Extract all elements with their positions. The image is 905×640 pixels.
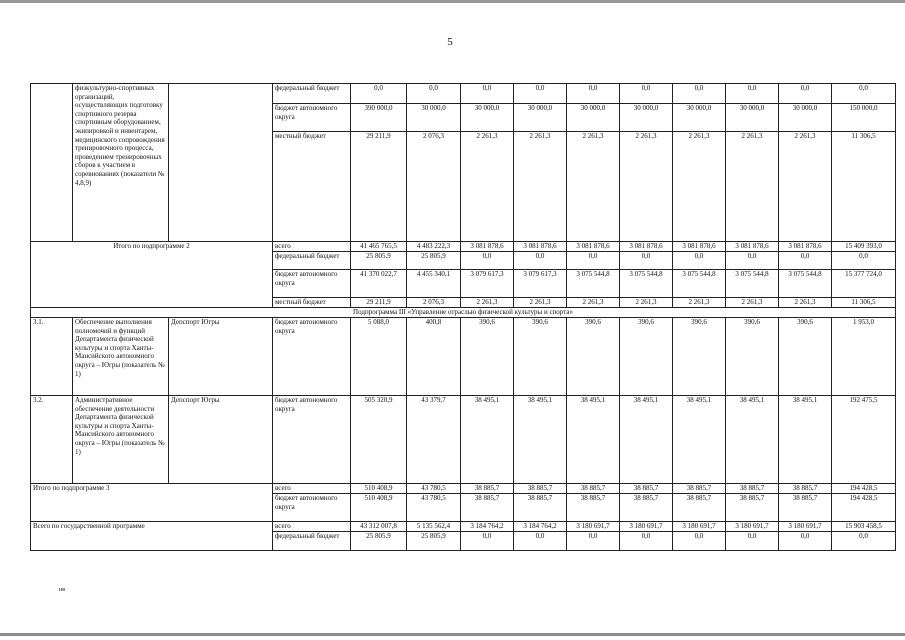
value-cell: 0,0 <box>514 252 567 270</box>
value-cell: 3 079 617,3 <box>461 270 514 298</box>
table-row <box>31 484 896 494</box>
value-cell: 0,0 <box>673 532 726 551</box>
subprogram-total-label: Итого по подпрограмме 2 <box>31 242 273 308</box>
value-cell: 0,0 <box>832 252 896 270</box>
subprogram-total-label: Итого по подпрограмме 3 <box>31 484 273 522</box>
value-cell: 11 306,5 <box>832 298 896 308</box>
value-cell: 38 885,7 <box>726 494 779 522</box>
value-cell: 4 455 340,1 <box>407 270 461 298</box>
value-cell: 38 885,7 <box>620 494 673 522</box>
item-number-cell: 3.1. <box>31 318 73 396</box>
value-cell: 3 180 691,7 <box>673 522 726 532</box>
value-cell: 3 081 878,6 <box>567 242 620 252</box>
funding-source-cell: бюджет автономного округа <box>273 318 351 396</box>
value-cell: 0,0 <box>351 84 407 104</box>
value-cell: 390,6 <box>461 318 514 396</box>
value-cell: 0,0 <box>461 252 514 270</box>
value-cell: 29 211,9 <box>351 298 407 308</box>
value-cell: 38 885,7 <box>779 494 832 522</box>
value-cell: 0,0 <box>567 84 620 104</box>
value-cell: 510 408,9 <box>351 494 407 522</box>
value-cell: 38 495,1 <box>620 396 673 484</box>
value-cell: 38 885,7 <box>567 494 620 522</box>
value-cell: 192 475,5 <box>832 396 896 484</box>
value-cell: 0,0 <box>673 252 726 270</box>
value-cell: 25 805,9 <box>407 252 461 270</box>
value-cell: 43 312 007,8 <box>351 522 407 532</box>
budget-table <box>30 83 896 551</box>
value-cell: 3 081 878,6 <box>620 242 673 252</box>
executor-cell <box>169 84 273 242</box>
table-row <box>31 522 896 532</box>
value-cell: 3 075 544,8 <box>620 270 673 298</box>
value-cell: 41 370 022,7 <box>351 270 407 298</box>
value-cell: 0,0 <box>514 84 567 104</box>
value-cell: 390,6 <box>514 318 567 396</box>
value-cell: 3 184 764,2 <box>461 522 514 532</box>
value-cell: 4 483 222,3 <box>407 242 461 252</box>
funding-source-cell: бюджет автономного округа <box>273 396 351 484</box>
scan-edge-bottom <box>0 633 905 636</box>
table-row <box>31 84 896 104</box>
value-cell: 43 780,5 <box>407 494 461 522</box>
value-cell: 510 408,9 <box>351 484 407 494</box>
value-cell: 43 780,5 <box>407 484 461 494</box>
value-cell: 0,0 <box>567 532 620 551</box>
value-cell: 3 180 691,7 <box>779 522 832 532</box>
executor-cell: Депспорт Югры <box>169 318 273 396</box>
funding-source-cell: местный бюджет <box>273 132 351 242</box>
value-cell: 0,0 <box>620 532 673 551</box>
value-cell: 25 805,9 <box>407 532 461 551</box>
footer-mark: нв <box>59 587 66 593</box>
value-cell: 2 261,3 <box>567 132 620 242</box>
value-cell: 0,0 <box>620 84 673 104</box>
value-cell: 3 081 878,6 <box>726 242 779 252</box>
value-cell: 2 261,3 <box>514 298 567 308</box>
funding-source-cell: бюджет автономного округа <box>273 270 351 298</box>
value-cell: 30 000,0 <box>620 104 673 132</box>
value-cell: 390,6 <box>567 318 620 396</box>
value-cell: 38 885,7 <box>461 484 514 494</box>
value-cell: 15 409 393,0 <box>832 242 896 252</box>
value-cell: 0,0 <box>461 84 514 104</box>
value-cell: 3 075 544,8 <box>779 270 832 298</box>
table-row <box>31 318 896 396</box>
value-cell: 30 000,0 <box>673 104 726 132</box>
funding-source-cell: бюджет автономного округа <box>273 494 351 522</box>
funding-source-cell: всего <box>273 242 351 252</box>
value-cell: 2 261,3 <box>779 132 832 242</box>
value-cell: 0,0 <box>726 252 779 270</box>
value-cell: 0,0 <box>726 84 779 104</box>
funding-source-cell: всего <box>273 522 351 532</box>
table-row <box>31 242 896 252</box>
value-cell: 2 076,3 <box>407 132 461 242</box>
value-cell: 38 495,1 <box>567 396 620 484</box>
value-cell: 0,0 <box>726 532 779 551</box>
value-cell: 2 261,3 <box>620 298 673 308</box>
value-cell: 3 075 544,8 <box>726 270 779 298</box>
value-cell: 2 261,3 <box>461 298 514 308</box>
value-cell: 30 000,0 <box>779 104 832 132</box>
value-cell: 2 261,3 <box>567 298 620 308</box>
value-cell: 390,6 <box>726 318 779 396</box>
item-number-cell <box>31 84 73 242</box>
funding-source-cell: федеральный бюджет <box>273 84 351 104</box>
program-total-label: Всего по государственной программе <box>31 522 273 551</box>
value-cell: 3 081 878,6 <box>461 242 514 252</box>
funding-source-cell: бюджет автономного округа <box>273 104 351 132</box>
funding-source-cell: местный бюджет <box>273 298 351 308</box>
value-cell: 0,0 <box>407 84 461 104</box>
value-cell: 38 495,1 <box>726 396 779 484</box>
value-cell: 390,6 <box>620 318 673 396</box>
value-cell: 0,0 <box>461 532 514 551</box>
value-cell: 30 000,0 <box>461 104 514 132</box>
value-cell: 38 495,1 <box>461 396 514 484</box>
value-cell: 38 885,7 <box>779 484 832 494</box>
value-cell: 2 261,3 <box>726 298 779 308</box>
value-cell: 3 075 544,8 <box>673 270 726 298</box>
value-cell: 194 428,5 <box>832 484 896 494</box>
value-cell: 38 885,7 <box>567 484 620 494</box>
value-cell: 1 953,0 <box>832 318 896 396</box>
value-cell: 38 495,1 <box>514 396 567 484</box>
value-cell: 400,8 <box>407 318 461 396</box>
value-cell: 390,6 <box>779 318 832 396</box>
value-cell: 3 180 691,7 <box>726 522 779 532</box>
scan-edge-top <box>0 0 905 3</box>
value-cell: 0,0 <box>832 532 896 551</box>
value-cell: 3 079 617,3 <box>514 270 567 298</box>
value-cell: 0,0 <box>673 84 726 104</box>
value-cell: 30 000,0 <box>407 104 461 132</box>
value-cell: 38 885,7 <box>620 484 673 494</box>
value-cell: 3 081 878,6 <box>673 242 726 252</box>
value-cell: 25 805,9 <box>351 252 407 270</box>
value-cell: 43 379,7 <box>407 396 461 484</box>
subprogram-title: Подпрограмма III «Управление отраслью физической культуры и спорта» <box>31 308 896 318</box>
value-cell: 38 885,7 <box>673 494 726 522</box>
value-cell: 0,0 <box>514 532 567 551</box>
value-cell: 390,6 <box>673 318 726 396</box>
value-cell: 15 377 724,0 <box>832 270 896 298</box>
event-name-cell: Обеспечение выполнения полномочий и функций Департамента физической культуры и спорта Ханты-Мансийского автономного округа – Югры (показатель № 1) <box>73 318 169 396</box>
value-cell: 38 495,1 <box>673 396 726 484</box>
value-cell: 505 320,9 <box>351 396 407 484</box>
value-cell: 5 088,0 <box>351 318 407 396</box>
value-cell: 30 000,0 <box>514 104 567 132</box>
budget-table-body <box>31 84 896 551</box>
table-row <box>31 308 896 318</box>
page-number: 5 <box>447 36 453 48</box>
value-cell: 38 885,7 <box>726 484 779 494</box>
value-cell: 150 000,0 <box>832 104 896 132</box>
value-cell: 0,0 <box>620 252 673 270</box>
value-cell: 29 211,9 <box>351 132 407 242</box>
value-cell: 3 075 544,8 <box>567 270 620 298</box>
value-cell: 3 180 691,7 <box>567 522 620 532</box>
value-cell: 3 180 691,7 <box>620 522 673 532</box>
value-cell: 0,0 <box>779 532 832 551</box>
value-cell: 38 885,7 <box>514 494 567 522</box>
value-cell: 0,0 <box>779 84 832 104</box>
executor-cell: Депспорт Югры <box>169 396 273 484</box>
value-cell: 3 184 764,2 <box>514 522 567 532</box>
value-cell: 30 000,0 <box>726 104 779 132</box>
value-cell: 2 076,3 <box>407 298 461 308</box>
value-cell: 2 261,3 <box>726 132 779 242</box>
value-cell: 41 465 765,5 <box>351 242 407 252</box>
value-cell: 194 428,5 <box>832 494 896 522</box>
value-cell: 2 261,3 <box>673 298 726 308</box>
value-cell: 3 081 878,6 <box>779 242 832 252</box>
value-cell: 3 081 878,6 <box>514 242 567 252</box>
value-cell: 38 885,7 <box>461 494 514 522</box>
value-cell: 390 000,0 <box>351 104 407 132</box>
value-cell: 2 261,3 <box>673 132 726 242</box>
value-cell: 38 495,1 <box>779 396 832 484</box>
value-cell: 11 306,5 <box>832 132 896 242</box>
funding-source-cell: всего <box>273 484 351 494</box>
item-number-cell: 3.2. <box>31 396 73 484</box>
value-cell: 30 000,0 <box>567 104 620 132</box>
table-row <box>31 396 896 484</box>
value-cell: 25 805,9 <box>351 532 407 551</box>
value-cell: 0,0 <box>779 252 832 270</box>
value-cell: 0,0 <box>567 252 620 270</box>
funding-source-cell: федеральный бюджет <box>273 252 351 270</box>
value-cell: 5 135 562,4 <box>407 522 461 532</box>
event-name-cell: Административное обеспечение деятельности Департамента физической культуры и спорта Ханты-Мансийского автономного округа – Югры (показатель № 1) <box>73 396 169 484</box>
value-cell: 38 885,7 <box>673 484 726 494</box>
value-cell: 0,0 <box>832 84 896 104</box>
value-cell: 2 261,3 <box>514 132 567 242</box>
value-cell: 2 261,3 <box>779 298 832 308</box>
event-name-cell: физкультурно-спортивных организаций, осуществляющих подготовку спортивного резерва спортивным оборудованием, экипировкой и инвентарем, медицинского сопровождения тренировочного процесса, проведением тренировочных сборов к участием в соревнованиях (показатели № 4,8,9) <box>73 84 169 242</box>
value-cell: 38 885,7 <box>514 484 567 494</box>
value-cell: 2 261,3 <box>461 132 514 242</box>
value-cell: 15 903 458,5 <box>832 522 896 532</box>
funding-source-cell: федеральный бюджет <box>273 532 351 551</box>
value-cell: 2 261,3 <box>620 132 673 242</box>
